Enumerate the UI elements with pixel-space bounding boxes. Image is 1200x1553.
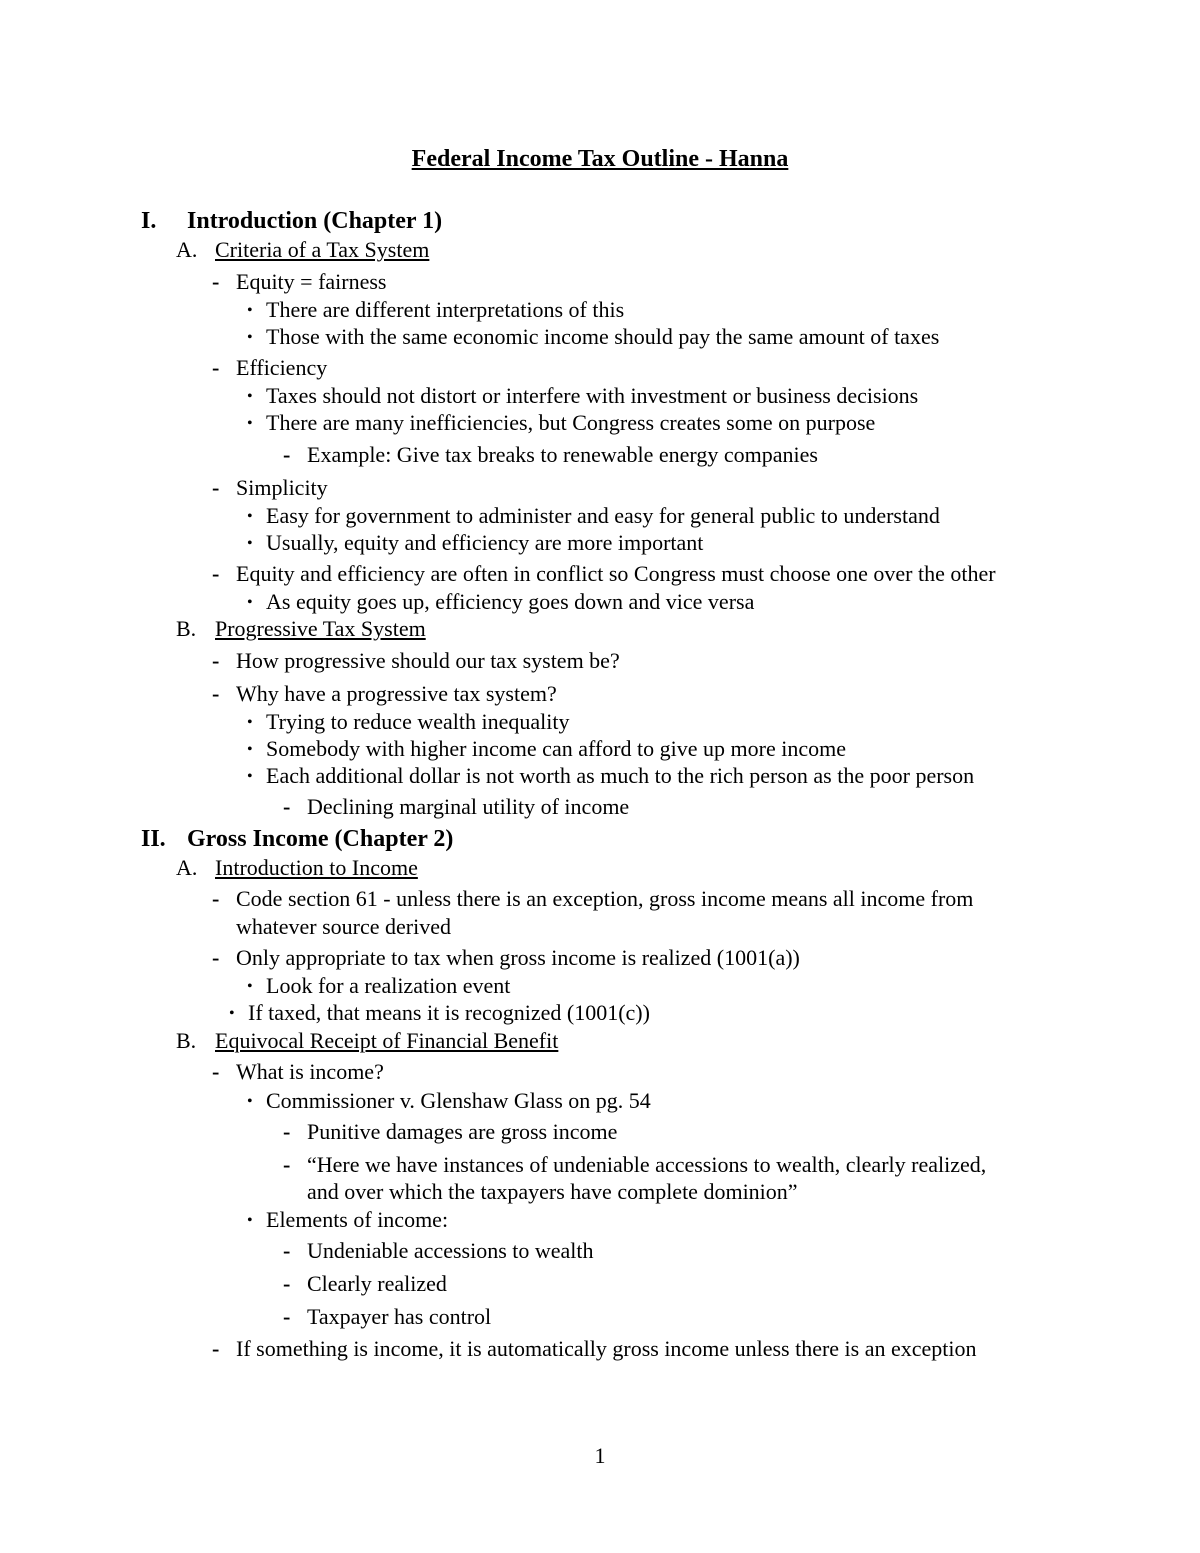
subsection-heading bbox=[176, 1027, 558, 1055]
bullet-marker: • bbox=[247, 535, 253, 552]
item-text: Only appropriate to tax when gross income is realized (1001(a)) bbox=[236, 945, 800, 970]
bullet-marker: • bbox=[247, 1212, 253, 1229]
bullet-item bbox=[229, 999, 650, 1027]
dash-marker: - bbox=[212, 648, 220, 673]
page-number: 1 bbox=[594, 1443, 606, 1468]
dash-item bbox=[283, 1270, 447, 1298]
subsection-title: Equivocal Receipt of Financial Benefit bbox=[215, 1028, 559, 1053]
bullet-item bbox=[247, 972, 510, 1000]
dash-item bbox=[212, 474, 328, 502]
dash-item bbox=[212, 885, 973, 913]
section-number: II. bbox=[141, 826, 166, 852]
dash-marker: - bbox=[283, 1271, 291, 1296]
dash-marker: - bbox=[283, 1238, 291, 1263]
section-title: Introduction (Chapter 1) bbox=[187, 208, 443, 234]
item-text: Punitive damages are gross income bbox=[307, 1119, 618, 1144]
subsection-label: A. bbox=[176, 855, 198, 880]
bullet-marker: • bbox=[247, 768, 253, 785]
dash-marker: - bbox=[283, 794, 291, 819]
item-text: Easy for government to administer and easy for general public to understand bbox=[266, 503, 940, 528]
item-text: Somebody with higher income can afford to give up more income bbox=[266, 736, 847, 761]
dash-marker: - bbox=[212, 1059, 220, 1084]
item-text: Taxes should not distort or interfere with investment or business decisions bbox=[266, 383, 919, 408]
bullet-item bbox=[247, 708, 569, 736]
bullet-marker: • bbox=[247, 508, 253, 525]
item-text: Declining marginal utility of income bbox=[307, 794, 630, 819]
bullet-marker: • bbox=[247, 978, 253, 995]
dash-marker: - bbox=[283, 1304, 291, 1329]
bullet-marker: • bbox=[247, 415, 253, 432]
item-text: Commissioner v. Glenshaw Glass on pg. 54 bbox=[266, 1088, 651, 1113]
item-text: Simplicity bbox=[236, 475, 328, 500]
item-text: Equity and efficiency are often in conflict so Congress must choose one over the other bbox=[236, 561, 996, 586]
item-text: Trying to reduce wealth inequality bbox=[266, 709, 570, 734]
item-text: Usually, equity and efficiency are more important bbox=[266, 530, 704, 555]
bullet-item bbox=[247, 502, 940, 530]
item-text: Elements of income: bbox=[266, 1207, 449, 1232]
subsection-label: B. bbox=[176, 616, 197, 641]
bullet-marker: • bbox=[247, 388, 253, 405]
dash-marker: - bbox=[212, 475, 220, 500]
item-text: As equity goes up, efficiency goes down and vice versa bbox=[266, 589, 755, 614]
dash-marker: - bbox=[212, 561, 220, 586]
bullet-marker: • bbox=[247, 302, 253, 319]
subsection-title: Progressive Tax System bbox=[215, 616, 426, 641]
dash-marker: - bbox=[212, 886, 220, 911]
dash-item bbox=[212, 1335, 977, 1363]
item-text: Undeniable accessions to wealth bbox=[307, 1238, 594, 1263]
section-number: I. bbox=[141, 208, 157, 234]
dash-item bbox=[283, 793, 629, 821]
bullet-marker: • bbox=[247, 329, 253, 346]
dash-item bbox=[283, 441, 818, 469]
dash-item bbox=[283, 1118, 617, 1146]
dash-item bbox=[212, 354, 327, 382]
dash-item bbox=[212, 560, 996, 588]
item-text: Example: Give tax breaks to renewable energy companies bbox=[307, 442, 818, 467]
item-text: “Here we have instances of undeniable accessions to wealth, clearly realized, bbox=[307, 1152, 987, 1177]
item-continuation: whatever source derived bbox=[236, 914, 452, 939]
dash-marker: - bbox=[212, 269, 220, 294]
subsection-heading bbox=[176, 854, 418, 882]
subsection-label: B. bbox=[176, 1028, 197, 1053]
subsection-title: Introduction to Income bbox=[215, 855, 418, 880]
item-text: Taxpayer has control bbox=[307, 1304, 492, 1329]
bullet-item bbox=[247, 1206, 448, 1234]
item-text: Efficiency bbox=[236, 355, 328, 380]
subsection-heading bbox=[176, 615, 426, 643]
item-text: Those with the same economic income should pay the same amount of taxes bbox=[266, 324, 940, 349]
item-text: There are different interpretations of this bbox=[266, 297, 625, 322]
item-text: Clearly realized bbox=[307, 1271, 447, 1296]
item-text: If something is income, it is automatically gross income unless there is an exception bbox=[236, 1336, 977, 1361]
bullet-marker: • bbox=[247, 594, 253, 611]
item-text: What is income? bbox=[236, 1059, 384, 1084]
document-title: Federal Income Tax Outline - Hanna bbox=[411, 146, 789, 172]
dash-item bbox=[283, 1303, 491, 1331]
bullet-marker: • bbox=[247, 1093, 253, 1110]
item-continuation: and over which the taxpayers have complete dominion” bbox=[307, 1179, 798, 1204]
bullet-item bbox=[247, 529, 703, 557]
dash-item bbox=[283, 1151, 986, 1179]
dash-item bbox=[212, 647, 620, 675]
bullet-item bbox=[247, 409, 875, 437]
dash-item bbox=[212, 268, 387, 296]
bullet-item bbox=[247, 735, 846, 763]
dash-marker: - bbox=[212, 355, 220, 380]
subsection-title: Criteria of a Tax System bbox=[215, 237, 430, 262]
item-text: Why have a progressive tax system? bbox=[236, 681, 557, 706]
dash-item bbox=[283, 1237, 594, 1265]
bullet-item bbox=[247, 588, 754, 616]
bullet-item bbox=[247, 382, 918, 410]
dash-marker: - bbox=[212, 945, 220, 970]
dash-item bbox=[212, 944, 800, 972]
section-heading-2 bbox=[141, 823, 453, 855]
section-heading-1 bbox=[141, 205, 442, 237]
dash-marker: - bbox=[212, 1336, 220, 1361]
bullet-item bbox=[247, 1087, 651, 1115]
bullet-item bbox=[247, 762, 974, 790]
dash-item bbox=[212, 1058, 384, 1086]
item-text: There are many inefficiencies, but Congress creates some on purpose bbox=[266, 410, 876, 435]
dash-item bbox=[212, 680, 557, 708]
subsection-heading bbox=[176, 236, 429, 264]
item-text: Code section 61 - unless there is an exception, gross income means all income from bbox=[236, 886, 974, 911]
dash-marker: - bbox=[283, 442, 291, 467]
bullet-marker: • bbox=[229, 1005, 235, 1022]
section-title: Gross Income (Chapter 2) bbox=[187, 826, 454, 852]
dash-marker: - bbox=[212, 681, 220, 706]
bullet-item bbox=[247, 323, 939, 351]
bullet-item bbox=[247, 296, 624, 324]
item-text: Look for a realization event bbox=[266, 973, 511, 998]
bullet-marker: • bbox=[247, 714, 253, 731]
item-text: If taxed, that means it is recognized (1001(c)) bbox=[248, 1000, 650, 1025]
dash-marker: - bbox=[283, 1152, 291, 1177]
bullet-marker: • bbox=[247, 741, 253, 758]
item-text: Each additional dollar is not worth as much to the rich person as the poor person bbox=[266, 763, 975, 788]
dash-marker: - bbox=[283, 1119, 291, 1144]
item-text: How progressive should our tax system be? bbox=[236, 648, 620, 673]
subsection-label: A. bbox=[176, 237, 198, 262]
item-text: Equity = fairness bbox=[236, 269, 387, 294]
